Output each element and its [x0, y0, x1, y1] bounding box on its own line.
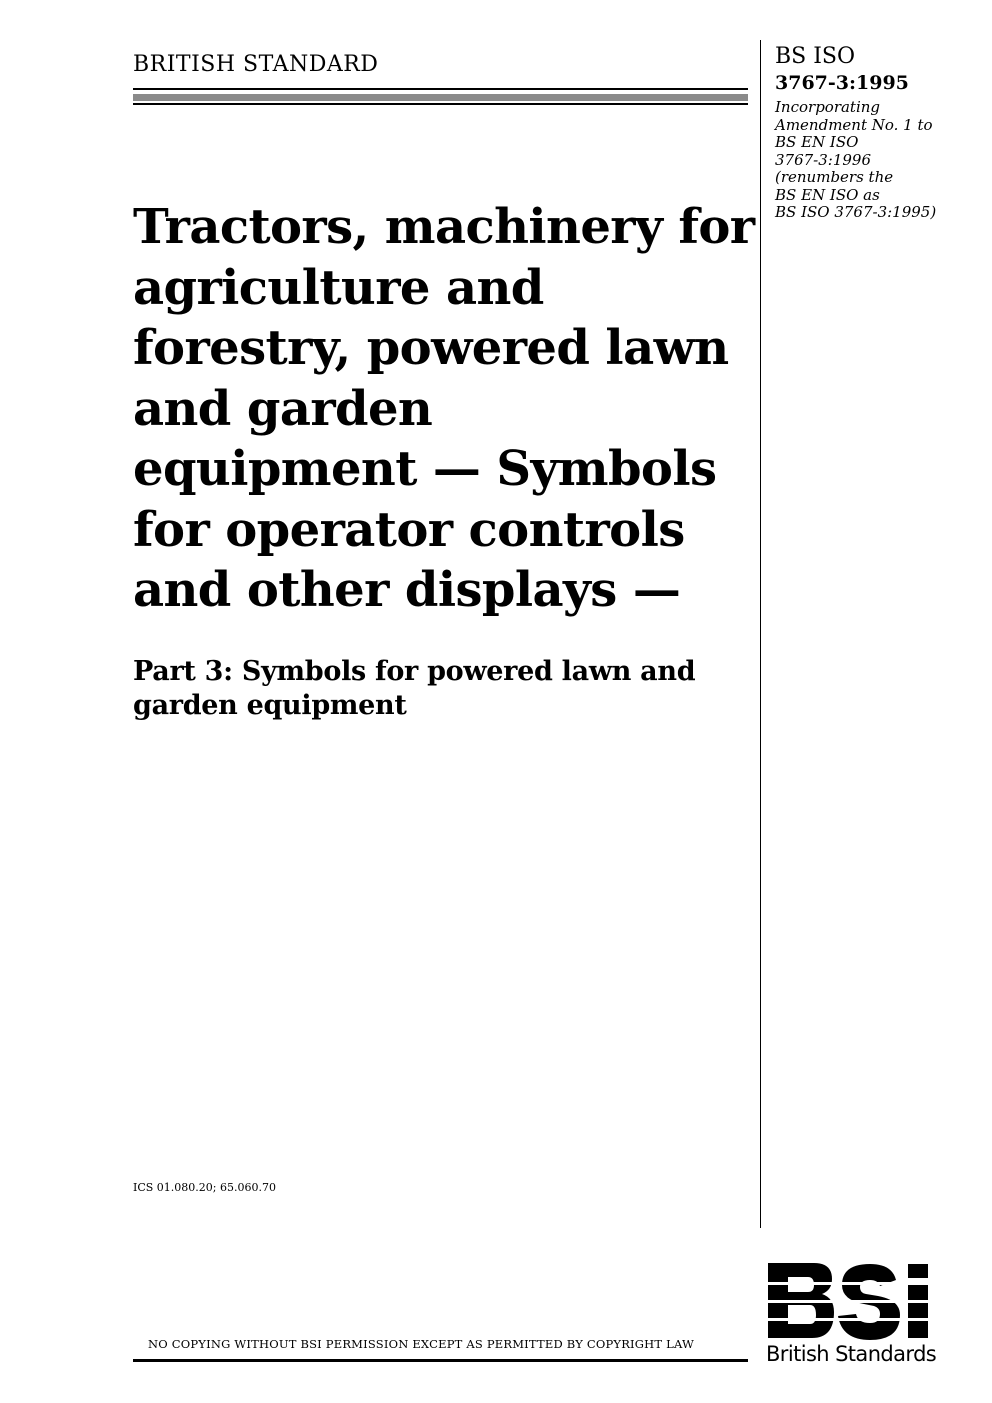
title-line: and other displays —: [133, 562, 681, 618]
column-divider: [760, 40, 761, 1228]
title-line: and garden: [133, 380, 433, 437]
title-line: Tractors, machinery for: [133, 199, 755, 255]
amendment-line: (renumbers the: [775, 168, 894, 186]
standard-number-line1: BS ISO: [775, 44, 856, 69]
header-rule-bottom: [133, 103, 748, 105]
amendment-line: BS ISO 3767-3:1995): [775, 203, 937, 221]
part-title-line: Part 3: Symbols for powered lawn and: [133, 656, 696, 687]
amendment-line: 3767-3:1996: [775, 150, 872, 169]
amendment-line: Incorporating: [775, 98, 881, 116]
amendment-line: Amendment No. 1 to: [775, 115, 933, 134]
footer-rule: [133, 1359, 748, 1362]
title-line: agriculture and: [133, 259, 544, 316]
amendment-line: BS EN ISO: [775, 133, 859, 151]
bsi-logo-caption: British Standards: [766, 1342, 937, 1366]
header-rule-top: [133, 88, 748, 90]
title-line: equipment — Symbols: [133, 441, 717, 497]
amendment-note: [775, 99, 975, 222]
title-line: forestry, powered lawn: [133, 320, 729, 376]
header-rule-grey: [133, 94, 748, 101]
title-line: for operator controls: [133, 501, 685, 558]
copyright-notice: NO COPYING WITHOUT BSI PERMISSION EXCEPT AS PERMITTED BY COPYRIGHT LAW: [148, 1337, 695, 1351]
standard-number: [775, 44, 909, 96]
standard-number-line2: 3767-3:1995: [775, 72, 909, 94]
document-type-label: BRITISH STANDARD: [133, 52, 379, 77]
ics-code: ICS 01.080.20; 65.060.70: [133, 1181, 276, 1194]
part-title-line: garden equipment: [133, 690, 407, 721]
part-title: [133, 655, 753, 723]
amendment-line: BS EN ISO as: [775, 185, 880, 204]
document-title: [133, 197, 753, 621]
